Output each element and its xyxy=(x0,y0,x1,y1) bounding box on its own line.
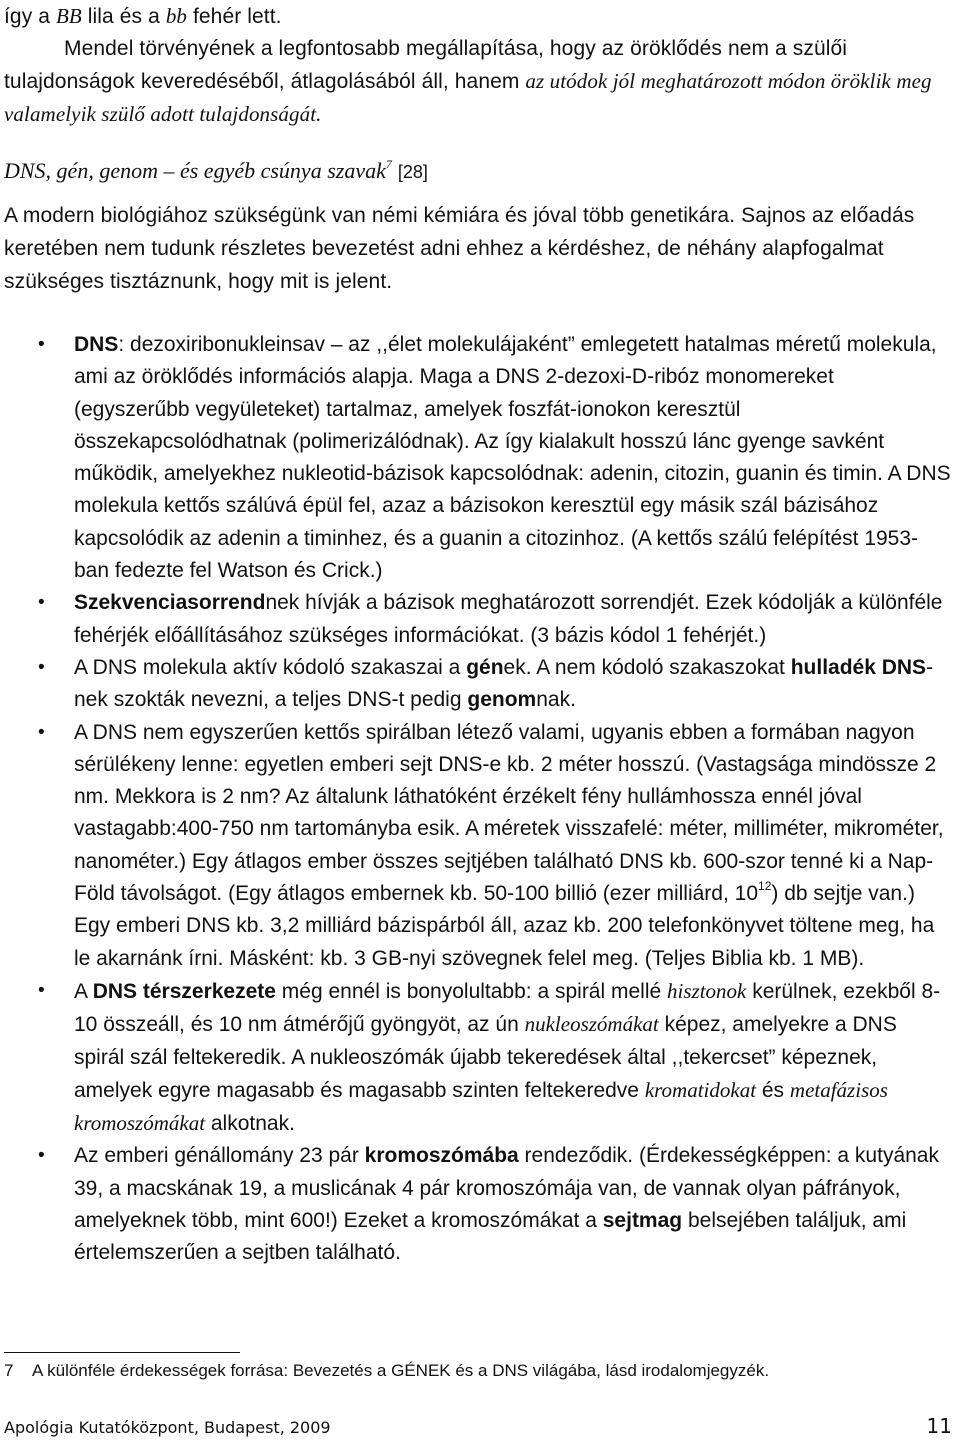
list-item: • Szekvenciasorrendnek hívják a bázisok meghatározott sorrendjét. Ezek kódolják a különféle fehérjék előállításához szükséges információkat. (3 bázis kódol 1 fehérjét.) xyxy=(0,587,960,652)
list-item: • A DNS molekula aktív kódoló szakaszai a gének. A nem kódoló szakaszokat hulladék DNS-nek szokták nevezni, a teljes DNS-t pedig genomnak. xyxy=(0,652,960,717)
bullet-icon: • xyxy=(38,1145,45,1167)
bullet-icon: • xyxy=(38,721,45,743)
list-item: • Az emberi génállomány 23 pár kromoszómába rendeződik. (Érdekességképpen: a kutyának 39, a macskának 19, a muslicának 4 pár kromoszómája van, de vannak olyan páfrányok, amelyeknek több, mint 600!) Ezeket a kromoszómákat a sejtmag belsejében találjuk, ami értelemszerűen a sejtben található. xyxy=(0,1140,960,1269)
modern-biology-paragraph: A modern biológiához szükségünk van némi kémiára és jóval több genetikára. Sajnos az előadás keretében nem tudunk részletes bevezetést adni ehhez a kérdéshez, de néhány alapfogalmat szükséges tisztáznunk, hogy mit is jelent. xyxy=(4,204,915,293)
section-heading: DNS, gén, genom – és egyéb csúnya szavak$^7$ [28] xyxy=(4,157,428,183)
footer-publisher: Apológia Kutatóközpont, Budapest, 2009 xyxy=(4,1418,331,1437)
bullet-list xyxy=(0,329,960,1270)
list-item: • DNS: dezoxiribonukleinsav – az ,,élet molekulájaként” emlegetett hatalmas méretű molekula, ami az öröklődés információs alapja. Maga a DNS 2-dezoxi-D-ribóz monomereket (egyszerűbb vegyületeket) tartalmaz, amelyek foszfát-ionokon keresztül összekapcsolódhatnak (polimerizálódnak). Az így kialakult hosszú lánc gyenge savként működik, amelyekhez nukleotid-bázisok kapcsolódnak: adenin, citozin, guanin és timin. A DNS molekula kettős szálúvá épül fel, azaz a bázisokon keresztül egy másik szál bázisához kapcsolódik az adenin a timinhez, és a guanin a citozinhoz. (A kettős szálú felépítést 1953-ban fedezte fel Watson és Crick.) xyxy=(0,329,960,587)
footnote-divider xyxy=(4,1352,240,1353)
page-number: 11 xyxy=(926,1414,952,1438)
footnote-mark: 7 xyxy=(385,157,392,171)
footnote xyxy=(4,1360,769,1382)
intro-line: így a BB lila és a bb fehér lett. xyxy=(4,4,282,28)
list-item: • A DNS térszerkezete még ennél is bonyolultabb: a spirál mellé hisztonok kerülnek, ezekből 8-10 összeáll, és 10 nm átmérőjű gyöngyöt, az ún nukleoszómákat képez, amelyekre a DNS spirál szál feltekeredik. A nukleoszómák újabb tekeredések által ,,tekercset” képeznek, amelyek egyre magasabb és magasabb szinten feltekeredve kromatidokat és metafázisos kromoszómákat alkotnak. xyxy=(0,975,960,1140)
footnote-text: A különféle érdekességek forrása: Bevezetés a GÉNEK és a DNS világába, lásd irodalomjegyzék. xyxy=(32,1361,770,1380)
reference-tag: [28] xyxy=(397,162,428,182)
bullet-icon: • xyxy=(38,334,45,355)
bullet-icon: • xyxy=(38,592,45,614)
bullet-icon: • xyxy=(38,656,45,678)
list-item: • A DNS nem egyszerűen kettős spirálban létező valami, ugyanis ebben a formában nagyon sérülékeny lenne: egyetlen emberi sejt DNS-e kb. 2 méter hosszú. (Vastagsága mindössze 2 nm. Mekkora is 2 nm? Az általunk láthatóként érzékelt fény hullámhossza ennél jóval vastagabb:400-750 nm tartományba esik. A méretek visszafelé: méter, milliméter, mikrométer, nanométer.) Egy átlagos ember összes sejtjében található DNS kb. 600-szor tenné ki a Nap-Föld távolságot. (Egy átlagos embernek kb. 50-100 billió (ezer milliárd, $10^{12}$) db sejtje van.) Egy emberi DNS kb. 3,2 milliárd bázispárból áll, azaz kb. 200 telefonkönyvet töltene meg, ha le akarnánk írni. Másként: kb. 3 GB-nyi szövegnek felel meg. (Teljes Biblia kb. 1 MB). xyxy=(0,717,960,975)
mendel-paragraph: Mendel törvényének a legfontosabb megállapítása, hogy az öröklődés nem a szülői tulajdonságok keveredéséből, átlagolásából áll, hanem az utódok jól meghatározott módon öröklik meg valamelyik szülő adott tulajdonságát. xyxy=(4,37,932,126)
footnote-number: 7 xyxy=(4,1361,14,1380)
bullet-icon: • xyxy=(38,979,45,1001)
